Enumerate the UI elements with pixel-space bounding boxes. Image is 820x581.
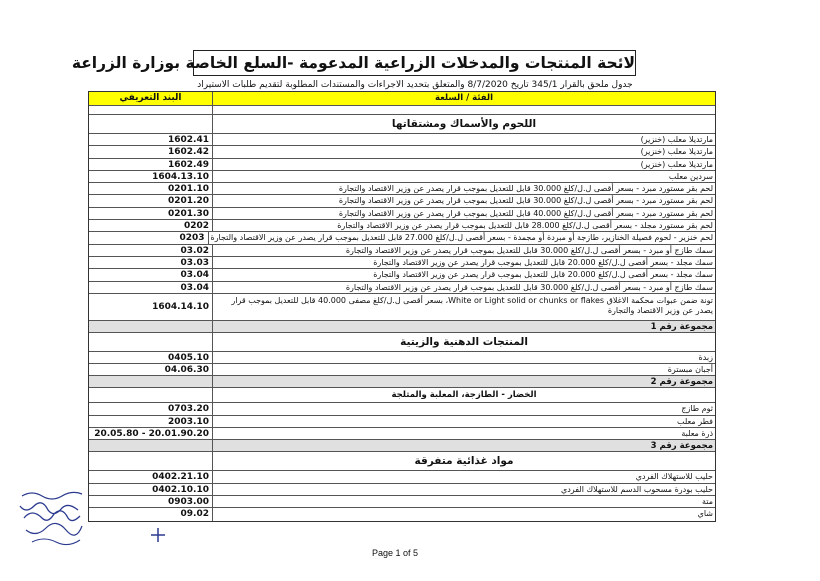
section-code-empty (89, 333, 213, 351)
table-row (89, 364, 715, 376)
item-description: سردين معلب (668, 171, 713, 181)
table-row (89, 352, 715, 364)
section-code-empty (89, 115, 213, 133)
handwritten-signature (12, 484, 92, 554)
item-tariff-code: 1602.49 (89, 159, 213, 170)
item-tariff-code: 0201.30 (89, 208, 213, 219)
item-tariff-code: 1602.42 (89, 146, 213, 157)
item-tariff-code: 0201.10 (89, 183, 213, 194)
item-tariff-code: 0703.20 (89, 403, 213, 414)
table-row (89, 484, 715, 496)
document-title: لائحة المنتجات والمدخلات الزراعية المدعومة -السلع الخاصة بوزارة الزراعة (193, 50, 636, 76)
table-row (89, 146, 715, 158)
page-number: Page 1 of 5 (372, 548, 419, 558)
table-row (89, 282, 715, 294)
item-description: لحم بقر مستورد مبرد - بسعر أقصى ل.ل/كلغ 40.000 قابل للتعديل بموجب قرار يصدر عن وزير الاقتصاد والتجارة (338, 208, 713, 218)
section-title-row (89, 333, 715, 352)
table-row (89, 403, 715, 415)
item-tariff-code: 20.05.80 - 20.01.90.20 (89, 428, 213, 439)
item-tariff-code: 2003.10 (89, 416, 213, 427)
section-title-row (89, 452, 715, 471)
item-description: مارتديلا معلب (خنزير) (640, 135, 713, 144)
group-label: مجموعة رقم 1 (650, 321, 713, 332)
item-description: ذرة معلبة (681, 429, 713, 439)
table-row (89, 416, 715, 428)
section-title: المنتجات الدهنية والزيتية (400, 335, 528, 348)
item-tariff-code: 0402.21.10 (89, 471, 213, 482)
header-code: البند التعريفي (89, 92, 213, 105)
item-description: لحم خنزير - لحوم فصيلة الخنازير، طازجة أو مبردة أو مجمدة - بسعر أقصى ل.ل/كلغ 27.000 قابل للتعديل بموجب قرار يصدر عن وزير الاقتصاد والتجارة (210, 233, 713, 243)
section-title: مواد غذائية متفرقة (414, 455, 514, 468)
item-description: سمك مجلد - بسعر أقصى ل.ل/كلغ 20.000 قابل للتعديل بموجب قرار يصدر عن وزير الاقتصاد والتجارة (373, 270, 713, 280)
document-subtitle: جدول ملحق بالقرار 345/1 تاريخ 8/7/2020 والمتعلق بتحديد الاجراءات والمستندات المطلوبة لتقديم طلبات الاستيراد (197, 80, 633, 90)
item-description: لحم بقر مستورد مبرد - بسعر أقصى ل.ل/كلغ 30.000 قابل للتعديل بموجب قرار يصدر عن وزير الاقتصاد والتجارة (338, 196, 713, 206)
group-row (89, 440, 715, 452)
item-tariff-code: 03.04 (89, 269, 213, 280)
item-description: زبدة (698, 352, 713, 362)
item-description: تونة ضمن عبوات محكمة الاغلاق White or Light solid or chunks or flakes، بسعر أقصى ل.ل/كلغ مصفى 40.000 قابل للتعديل بموجب قرار يصدر عن وزير الاقتصاد والتجارة (231, 295, 713, 315)
item-tariff-code: 03.02 (89, 245, 213, 256)
section-title: الخضار - الطازجة، المعلبة والمثلجة (391, 390, 537, 401)
item-tariff-code: 09.02 (89, 508, 213, 520)
item-description: حليب بودرة مسحوب الدسم للاستهلاك الفردي (560, 484, 713, 494)
group-label: مجموعة رقم 3 (650, 441, 713, 452)
products-table (88, 91, 716, 522)
group-code-empty (89, 376, 213, 387)
table-row (89, 195, 715, 207)
item-tariff-code: 0202 (89, 220, 213, 231)
item-description: شاي (697, 509, 713, 519)
table-row (89, 508, 715, 520)
item-description: حليب للاستهلاك الفردي (635, 472, 713, 482)
item-tariff-code: 0903.00 (89, 496, 213, 507)
item-tariff-code: 0402.10.10 (89, 484, 213, 495)
item-description: متة (702, 496, 713, 506)
item-tariff-code: 03.04 (89, 282, 213, 293)
section-title: اللحوم والأسماك ومشتقاتها (391, 118, 537, 130)
item-tariff-code: 0203 (89, 232, 209, 243)
table-row (89, 471, 715, 483)
item-description: ثوم طازج (681, 404, 713, 414)
table-row (89, 220, 715, 232)
item-description: لحم بقر مستورد مجلد - بسعر أقصى ل.ل/كلغ 28.000 قابل للتعديل بموجب قرار يصدر عن وزير الاقتصاد والتجارة (337, 221, 713, 231)
section-title-row (89, 388, 715, 403)
item-tariff-code: 04.06.30 (89, 364, 213, 375)
section-code-empty (89, 388, 213, 402)
table-row (89, 171, 715, 183)
group-label: مجموعة رقم 2 (650, 377, 713, 388)
table-row (89, 134, 715, 146)
item-description: مارتديلا معلب (خنزير) (640, 159, 713, 169)
item-description: لحم بقر مستورد مبرد - بسعر أقصى ل.ل/كلغ 30.000 قابل للتعديل بموجب قرار يصدر عن وزير الاقتصاد والتجارة (338, 184, 713, 194)
group-code-empty (89, 440, 213, 451)
item-description: سمك مجلد - بسعر أقصى ل.ل/كلغ 20.000 قابل للتعديل بموجب قرار يصدر عن وزير الاقتصاد والتجارة (373, 257, 713, 267)
table-row (89, 208, 715, 220)
table-header (89, 92, 715, 106)
header-desc: الفئة / السلعة (434, 93, 494, 103)
item-tariff-code: 1604.13.10 (89, 171, 213, 182)
table-row (89, 159, 715, 171)
item-description: فطر معلب (677, 416, 713, 426)
table-row (89, 294, 715, 321)
table-row (89, 269, 715, 281)
item-tariff-code: 1602.41 (89, 134, 213, 145)
section-title-row (89, 115, 715, 134)
item-tariff-code: 03.03 (89, 257, 213, 268)
item-tariff-code: 1604.14.10 (89, 294, 213, 320)
item-description: سمك طازج أو مبرد - بسعر أقصى ل.ل/كلغ 30.000 قابل للتعديل بموجب قرار يصدر عن وزير الاقتصاد والتجارة (345, 282, 713, 292)
spacer-row (89, 106, 715, 115)
table-row (89, 232, 715, 244)
table-row (89, 183, 715, 195)
item-description: أجبان مبسترة (667, 365, 713, 375)
table-row (89, 496, 715, 508)
group-row (89, 376, 715, 388)
item-description: سمك طازج أو مبرد - بسعر أقصى ل.ل/كلغ 30.000 قابل للتعديل بموجب قرار يصدر عن وزير الاقتصاد والتجارة (345, 245, 713, 255)
table-row (89, 428, 715, 440)
section-code-empty (89, 452, 213, 470)
item-description: مارتديلا معلب (خنزير) (640, 147, 713, 157)
table-row (89, 257, 715, 269)
group-row (89, 321, 715, 333)
group-code-empty (89, 321, 213, 332)
plus-mark-icon (150, 527, 166, 543)
table-row (89, 245, 715, 257)
item-tariff-code: 0201.20 (89, 195, 213, 206)
item-tariff-code: 0405.10 (89, 352, 213, 363)
